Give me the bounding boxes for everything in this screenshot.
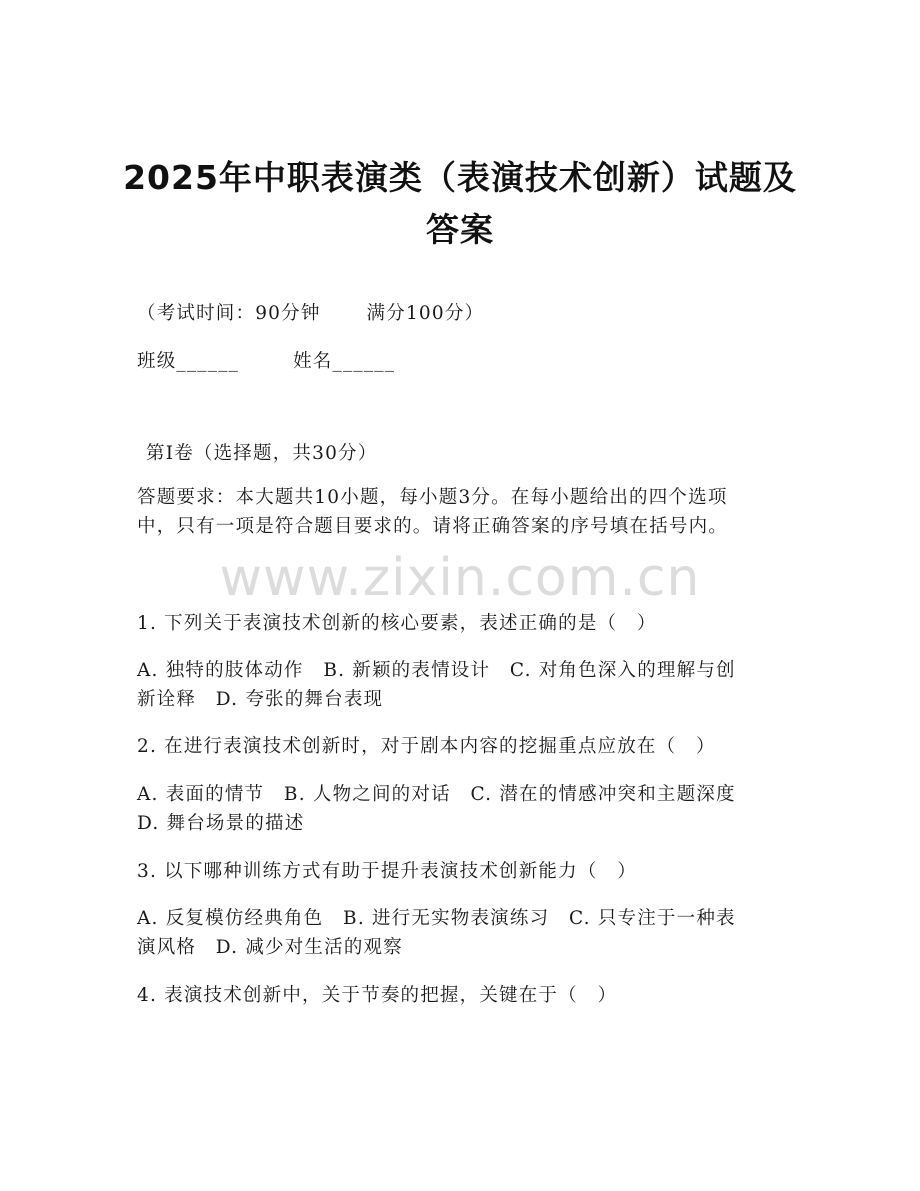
question-1-options-line-1: A. 独特的肢体动作 B. 新颖的表情设计 C. 对角色深入的理解与创	[137, 660, 736, 681]
title-line-2: 答案	[426, 210, 494, 249]
watermark: www.zixin.com.cn	[219, 548, 701, 608]
question-1-options	[137, 656, 787, 714]
document-title	[0, 152, 920, 256]
question-3-stem: 3. 以下哪种训练方式有助于提升表演技术创新能力（ ）	[137, 861, 637, 882]
question-4-stem: 4. 表演技术创新中，关于节奏的把握，关键在于（ ）	[137, 985, 618, 1006]
question-3-options-line-2: 演风格 D. 减少对生活的观察	[137, 937, 403, 958]
instructions-line-1: 答题要求：本大题共10小题，每小题3分。在每小题给出的四个选项	[137, 487, 728, 508]
student-fields	[137, 348, 787, 375]
question-2-options-line-1: A. 表面的情节 B. 人物之间的对话 C. 潜在的情感冲突和主题深度	[137, 784, 736, 805]
class-field: 班级______	[137, 351, 240, 372]
question-2-stem: 2. 在进行表演技术创新时，对于剧本内容的挖掘重点应放在（ ）	[137, 736, 716, 757]
name-field: 姓名______	[293, 351, 396, 372]
exam-time: （考试时间：90分钟	[137, 303, 321, 324]
exam-info	[137, 300, 787, 327]
section-heading: 第I卷（选择题，共30分）	[146, 443, 378, 464]
question-2-options-line-2: D. 舞台场景的描述	[137, 813, 305, 834]
exam-score: 满分100分）	[366, 303, 485, 324]
title-line-1: 2025年中职表演类（表演技术创新）试题及	[123, 158, 797, 197]
question-2-options	[137, 780, 787, 838]
question-3-options	[137, 904, 787, 962]
section-instructions	[137, 483, 787, 541]
question-1-options-line-2: 新诠释 D. 夸张的舞台表现	[137, 689, 384, 710]
question-1-stem: 1. 下列关于表演技术创新的核心要素，表述正确的是（ ）	[137, 613, 657, 634]
question-3-options-line-1: A. 反复模仿经典角色 B. 进行无实物表演练习 C. 只专注于一种表	[137, 908, 736, 929]
instructions-line-2: 中，只有一项是符合题目要求的。请将正确答案的序号填在括号内。	[137, 516, 729, 537]
